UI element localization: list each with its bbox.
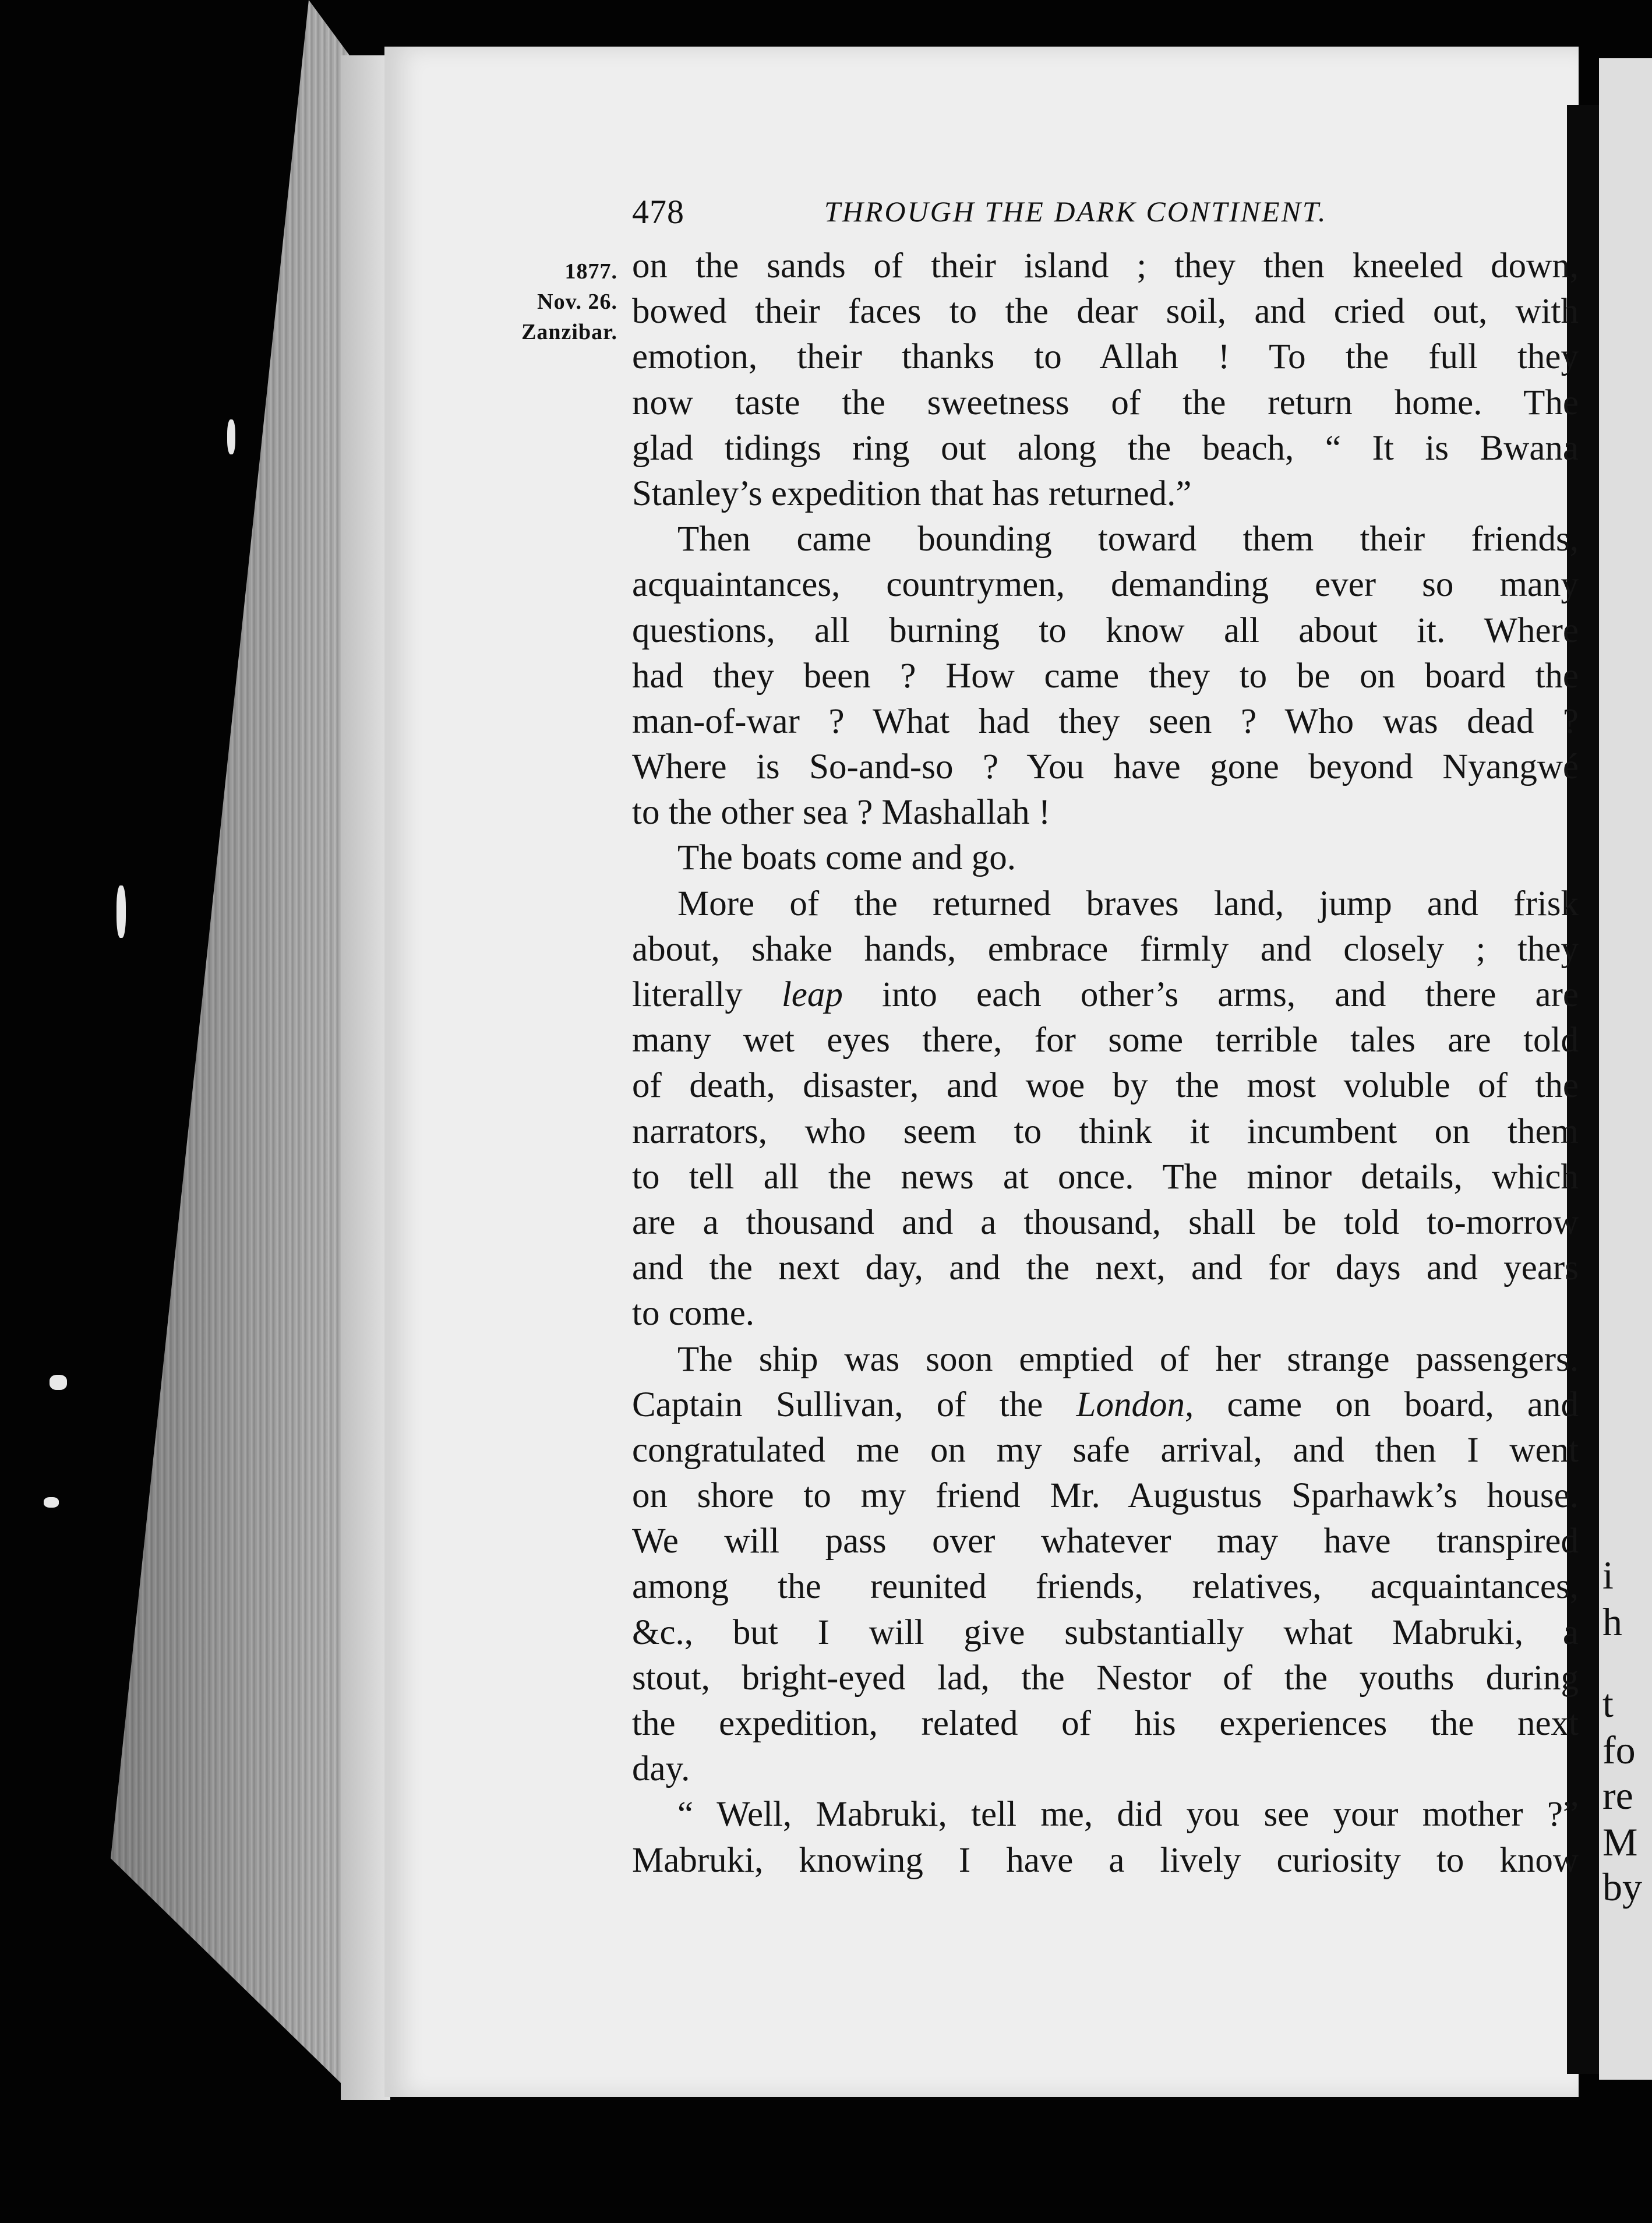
text-line: among the reunited friends, relatives, acquaintances, (632, 1567, 1579, 1607)
line-segment: literally (632, 975, 782, 1014)
text-line: the expedition, related of his experiences the next (632, 1704, 1579, 1743)
text-line: to come. (632, 1294, 755, 1333)
running-header (632, 192, 1404, 239)
facing-page-fragment: by (1602, 1865, 1642, 1909)
text-line: emotion, their thanks to Allah ! To the full they (632, 337, 1579, 377)
running-title: THROUGH THE DARK CONTINENT. (824, 195, 1328, 228)
paragraph-start-line: Then came bounding toward them their friends, (677, 520, 1579, 559)
dust-speck (50, 1375, 67, 1390)
text-line: had they been ? How came they to be on board the (632, 656, 1579, 696)
text-line: bowed their faces to the dear soil, and cried out, with (632, 292, 1579, 331)
margin-note (501, 256, 617, 347)
text-line: many wet eyes there, for some terrible tales are told (632, 1021, 1579, 1060)
margin-note-date: Nov. 26. (537, 290, 617, 314)
text-line: acquaintances, countrymen, demanding ever so many (632, 565, 1579, 605)
paragraph-start-line: The boats come and go. (677, 838, 1016, 878)
body-text (632, 244, 1579, 1883)
line-segment: into each other’s arms, and there are (842, 975, 1579, 1014)
text-line: Where is So-and-so ? You have gone beyond Nyangwé (632, 747, 1579, 787)
paragraph-start-line: More of the returned braves land, jump and frisk (677, 884, 1579, 923)
text-line: questions, all burning to know all about it. Where (632, 611, 1579, 650)
text-line: of death, disaster, and woe by the most voluble of the (632, 1066, 1579, 1106)
facing-page-fragment: fo (1602, 1728, 1636, 1772)
text-line-with-emphasis (632, 1382, 1579, 1428)
margin-note-place: Zanzibar. (521, 320, 617, 344)
text-line-with-emphasis (632, 972, 1579, 1018)
text-line: narrators, who seem to think it incumbent on them (632, 1112, 1579, 1151)
text-line: to the other sea ? Mashallah ! (632, 793, 1051, 832)
facing-page-fragment: t (1602, 1681, 1614, 1726)
text-line: stout, bright-eyed lad, the Nestor of the youths during (632, 1658, 1579, 1698)
page-gutter (341, 55, 390, 2100)
text-line: on the sands of their island ; they then kneeled down, (632, 246, 1579, 285)
text-line: and the next day, and the next, and for days and years (632, 1248, 1579, 1288)
text-line: man-of-war ? What had they seen ? Who was dead ? (632, 701, 1579, 741)
facing-page-fragment: i (1602, 1553, 1614, 1597)
text-line: Stanley’s expedition that has returned.” (632, 474, 1192, 513)
facing-page-fragment: re (1602, 1773, 1633, 1818)
facing-page-fragment: h (1602, 1600, 1622, 1644)
dust-speck (227, 419, 235, 454)
text-line: glad tidings ring out along the beach, “ It is Bwana (632, 428, 1579, 468)
paragraph-start-line: “ Well, Mabruki, tell me, did you see your mother ?” (677, 1795, 1579, 1834)
facing-page-fragment: M (1602, 1820, 1638, 1864)
text-line: about, shake hands, embrace firmly and closely ; they (632, 929, 1579, 969)
text-line: Mabruki, knowing I have a lively curiosity to know (632, 1840, 1579, 1880)
dust-speck (44, 1497, 59, 1508)
line-segment: came on board, and (1194, 1385, 1579, 1424)
paragraph-start-line: The ship was soon emptied of her strange passengers. (677, 1339, 1579, 1379)
text-line: are a thousand and a thousand, shall be told to-morrow (632, 1202, 1579, 1242)
margin-note-year: 1877. (564, 259, 617, 284)
text-line: day. (632, 1749, 690, 1789)
emphasized-word: London, (1076, 1385, 1194, 1424)
dust-speck (117, 885, 126, 938)
text-line: on shore to my friend Mr. Augustus Sparhawk’s house. (632, 1476, 1579, 1516)
text-line: &c., but I will give substantially what Mabruki, a (632, 1612, 1579, 1652)
text-line: now taste the sweetness of the return home. The (632, 383, 1579, 422)
text-line: We will pass over whatever may have transpired (632, 1522, 1579, 1561)
text-line: congratulated me on my safe arrival, and then I went (632, 1430, 1579, 1470)
text-line: to tell all the news at once. The minor details, which (632, 1157, 1579, 1197)
emphasized-word: leap (781, 975, 843, 1014)
page-number: 478 (632, 193, 684, 231)
facing-page-strip (1599, 58, 1652, 2080)
line-segment: Captain Sullivan, of the (632, 1385, 1076, 1424)
